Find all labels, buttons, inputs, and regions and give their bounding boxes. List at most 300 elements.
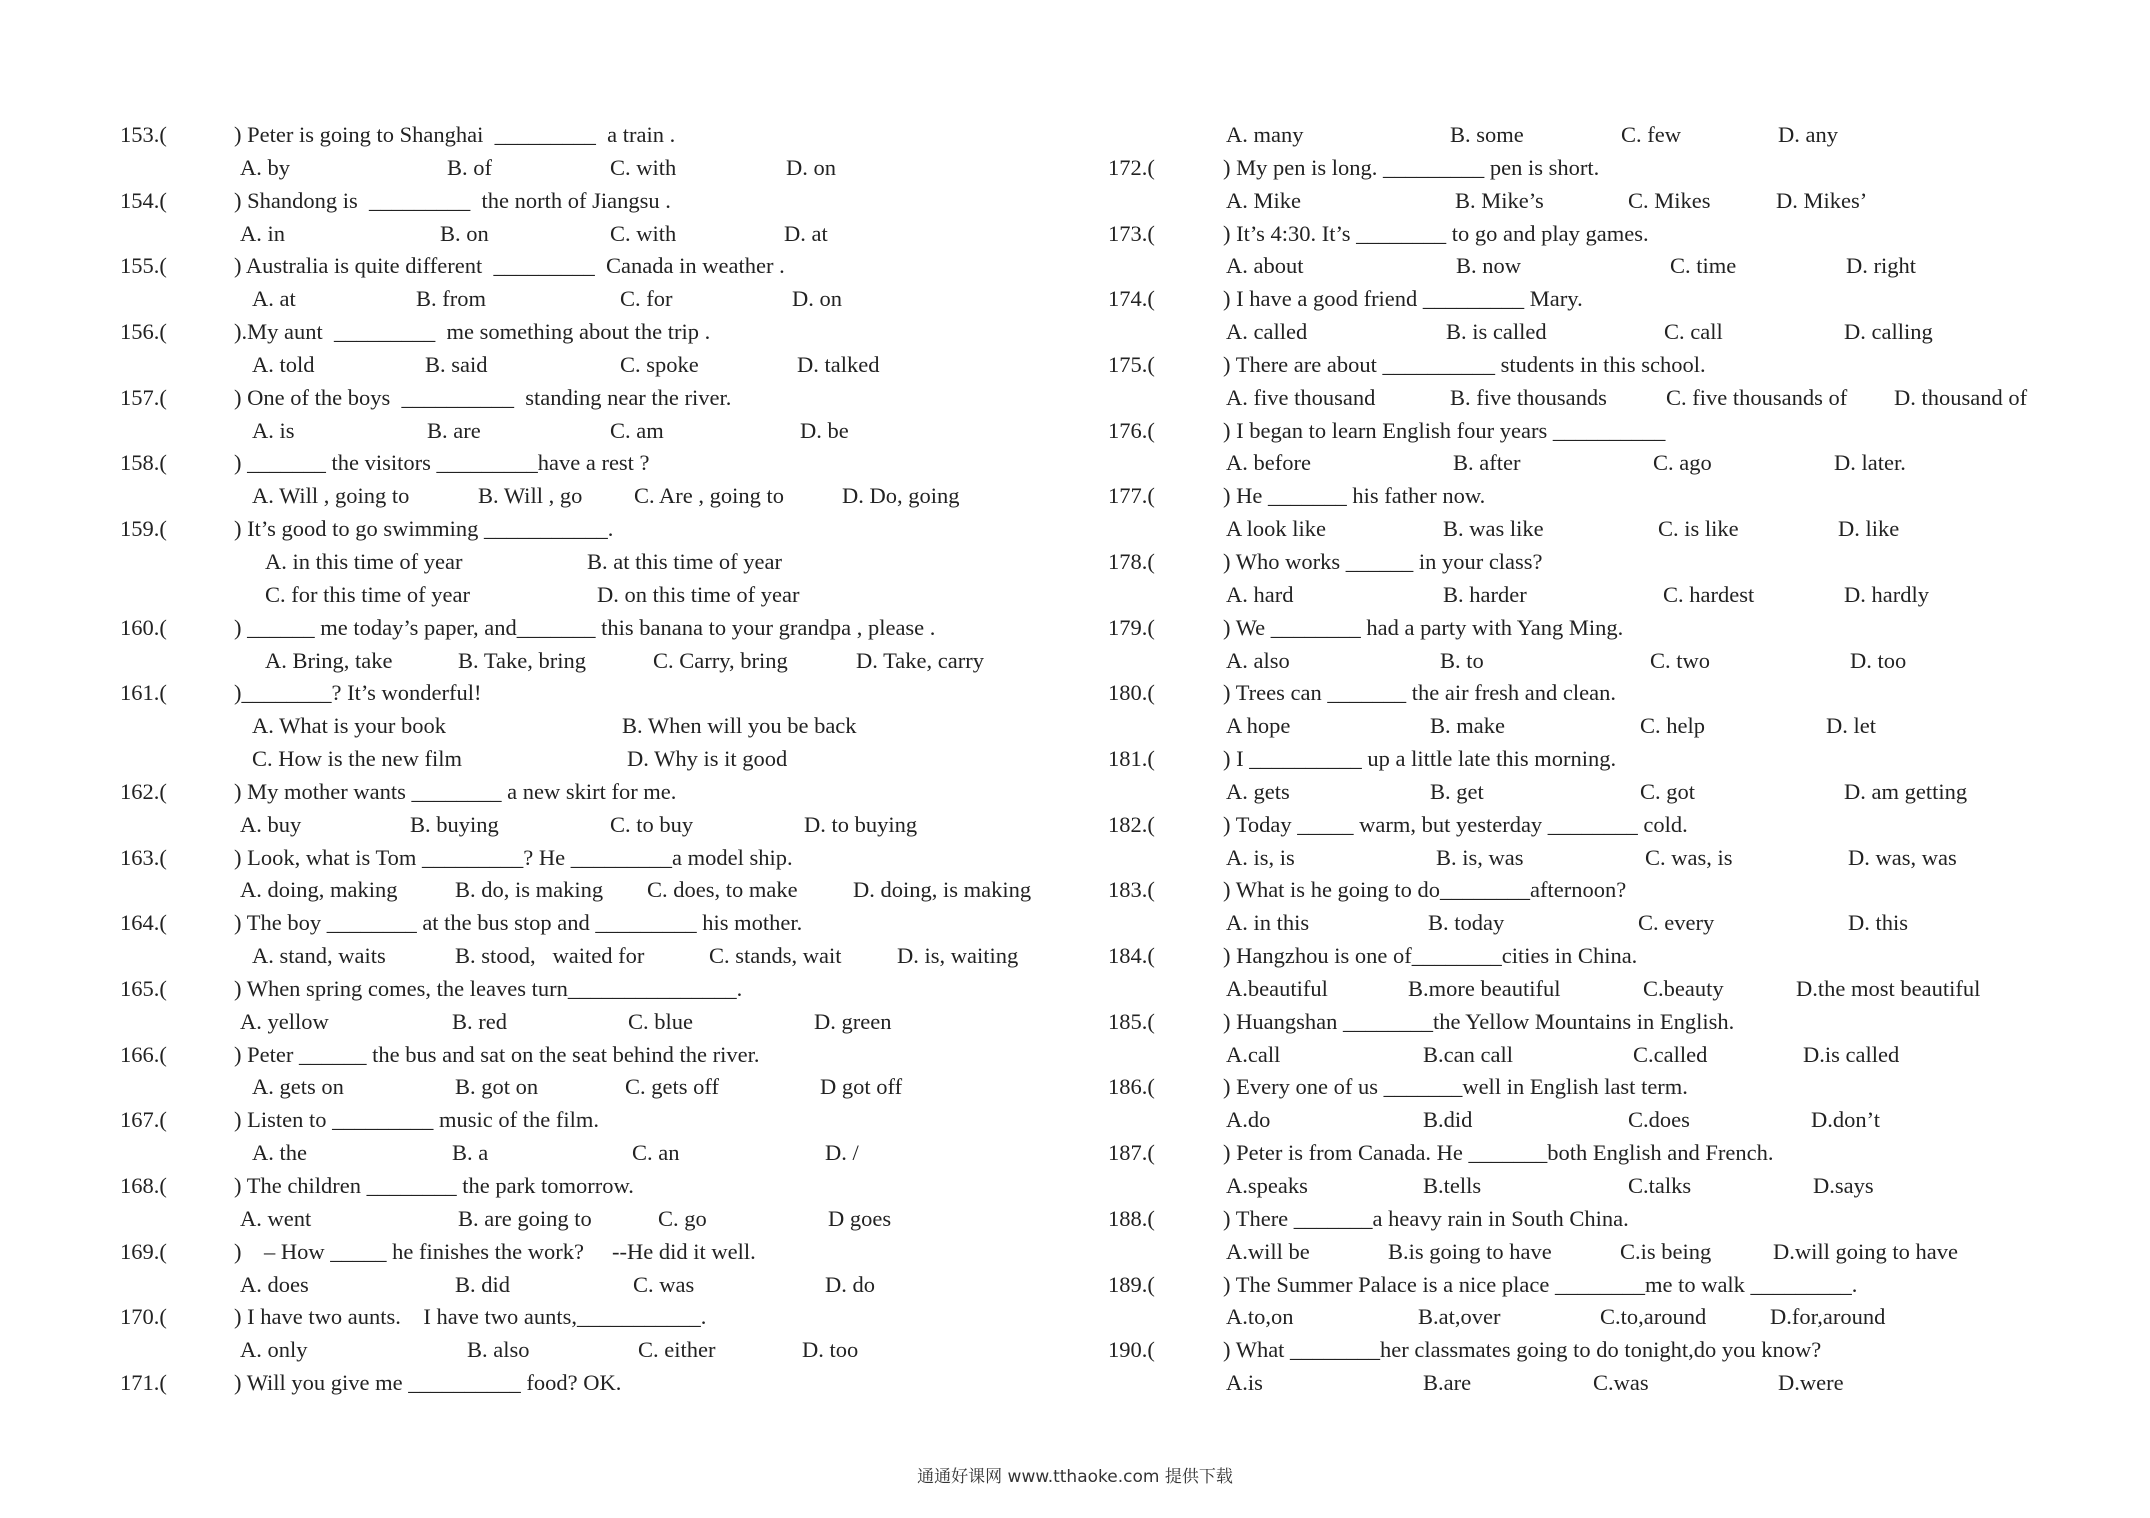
answer-option: C. ago — [1653, 450, 1712, 476]
options-line — [1108, 1039, 2068, 1072]
question-line — [120, 185, 1060, 218]
answer-option: A. by — [240, 154, 290, 180]
question-line — [120, 1104, 1060, 1137]
question-number: 180.( — [1108, 680, 1155, 706]
answer-option: D got off — [820, 1074, 903, 1100]
right-column — [1108, 119, 2068, 1400]
options-line — [1108, 316, 2068, 349]
question-stem: ) I have a good friend _________ Mary. — [1223, 286, 1583, 312]
answer-option: A. in this — [1226, 910, 1310, 936]
answer-option: B. harder — [1443, 581, 1527, 607]
answer-option: B. get — [1430, 778, 1484, 804]
options-line — [1108, 1367, 2068, 1400]
question-stem: ) The boy ________ at the bus stop and _________ his mother. — [234, 910, 803, 936]
answer-option: D. am getting — [1844, 778, 1968, 804]
question-number: 184.( — [1108, 943, 1155, 969]
question-number: 173.( — [1108, 220, 1155, 246]
options-line — [1108, 776, 2068, 809]
question-line — [120, 1236, 1060, 1269]
answer-option: A. about — [1226, 253, 1304, 279]
answer-option: C.was — [1593, 1370, 1649, 1396]
question-stem: )________? It’s wonderful! — [234, 680, 482, 706]
answer-option: A. Will , going to — [252, 483, 410, 509]
answer-option: D. do — [825, 1271, 875, 1297]
question-stem: ) _______ the visitors _________have a rest ? — [234, 450, 650, 476]
options-line — [120, 645, 1060, 678]
options-line — [120, 809, 1060, 842]
answer-option: D.the most beautiful — [1796, 975, 1981, 1001]
options-line — [1108, 382, 2068, 415]
question-line — [120, 513, 1060, 546]
question-number: 168.( — [120, 1173, 167, 1198]
question-number: 183.( — [1108, 877, 1155, 903]
question-stem: ) Who works ______ in your class? — [1223, 548, 1543, 574]
question-number: 155.( — [120, 253, 167, 279]
question-line — [1108, 1203, 2068, 1236]
answer-option: C. with — [610, 220, 677, 246]
options-line — [120, 743, 1060, 776]
question-line — [1108, 218, 2068, 251]
question-number: 154.( — [120, 187, 167, 213]
question-number: 175.( — [1108, 351, 1155, 377]
question-number: 170.( — [120, 1304, 167, 1330]
question-stem: ) Listen to _________ music of the film. — [234, 1107, 599, 1133]
question-stem: ) Trees can _______ the air fresh and clean. — [1223, 680, 1617, 706]
answer-option: D.will going to have — [1773, 1238, 1958, 1264]
question-line — [120, 1039, 1060, 1072]
answer-option: A. in this time of year — [265, 548, 463, 574]
answer-option: A. is, is — [1226, 844, 1295, 870]
answer-option: A. called — [1226, 319, 1308, 345]
question-line — [1108, 1006, 2068, 1039]
question-line — [1108, 152, 2068, 185]
answer-option: A. does — [240, 1271, 309, 1297]
answer-option: C. to buy — [610, 811, 694, 837]
question-number: 153.( — [120, 122, 167, 147]
answer-option: A look like — [1226, 516, 1326, 542]
answer-option: D.says — [1813, 1173, 1874, 1198]
question-stem: ) Every one of us _______well in English last term. — [1223, 1074, 1688, 1100]
answer-option: B. do, is making — [455, 877, 604, 903]
question-line — [120, 1367, 1060, 1400]
question-number: 176.( — [1108, 417, 1155, 443]
answer-option: C. for — [620, 286, 673, 312]
answer-option: C.talks — [1628, 1173, 1692, 1198]
answer-option: B.at,over — [1418, 1304, 1501, 1330]
options-line — [120, 579, 1060, 612]
question-number: 178.( — [1108, 548, 1155, 574]
answer-option: B. said — [425, 351, 488, 377]
answer-option: B. is called — [1446, 319, 1547, 345]
answer-option: D. was, was — [1848, 844, 1957, 870]
answer-option: B.did — [1423, 1107, 1473, 1133]
answer-option: D. Why is it good — [627, 746, 788, 772]
answer-option: A. in — [240, 220, 285, 246]
question-line — [1108, 1071, 2068, 1104]
question-line — [120, 316, 1060, 349]
answer-option: A.call — [1226, 1041, 1281, 1067]
answer-option: C. go — [658, 1205, 707, 1231]
options-line — [1108, 513, 2068, 546]
answer-option: D. be — [800, 417, 849, 443]
answer-option: C. time — [1670, 253, 1737, 279]
answer-option: B. some — [1450, 122, 1524, 147]
question-line — [120, 250, 1060, 283]
question-number: 185.( — [1108, 1008, 1155, 1034]
answer-option: B. Mike’s — [1455, 187, 1544, 213]
question-stem: ) Hangzhou is one of________cities in China. — [1223, 943, 1638, 969]
answer-option: A. Bring, take — [265, 647, 393, 673]
answer-option: D. green — [814, 1008, 892, 1034]
question-stem: ) What ________her classmates going to do tonight,do you know? — [1223, 1337, 1822, 1363]
options-line — [1108, 447, 2068, 480]
answer-option: D. / — [825, 1140, 859, 1166]
question-line — [1108, 874, 2068, 907]
options-line — [120, 546, 1060, 579]
answer-option: D. Mikes’ — [1776, 187, 1868, 213]
options-line — [1108, 185, 2068, 218]
answer-option: C. Carry, bring — [653, 647, 788, 673]
answer-option: B. Will , go — [478, 483, 583, 509]
question-line — [120, 776, 1060, 809]
options-line — [1108, 710, 2068, 743]
question-stem: ) Peter is from Canada. He _______both English and French. — [1223, 1140, 1774, 1166]
answer-option: C. got — [1640, 778, 1696, 804]
question-line — [120, 973, 1060, 1006]
question-stem: ) ______ me today’s paper, and_______ this banana to your grandpa , please . — [234, 614, 936, 640]
answer-option: B. did — [455, 1271, 511, 1297]
answer-option: D.is called — [1803, 1041, 1900, 1067]
answer-option: B. after — [1453, 450, 1521, 476]
answer-option: C.is being — [1620, 1238, 1712, 1264]
question-line — [1108, 546, 2068, 579]
question-number: 188.( — [1108, 1205, 1155, 1231]
answer-option: D. this — [1848, 910, 1909, 936]
question-stem: ) There _______a heavy rain in South China. — [1223, 1205, 1629, 1231]
answer-option: B. today — [1428, 910, 1505, 936]
answer-option: D goes — [828, 1205, 892, 1231]
options-line — [120, 710, 1060, 743]
question-stem: ) – How _____ he finishes the work? --He did it well. — [234, 1238, 756, 1264]
question-number: 186.( — [1108, 1074, 1155, 1100]
question-stem: ) I began to learn English four years __________ — [1223, 417, 1666, 443]
answer-option: B. also — [467, 1337, 530, 1363]
answer-option: C. Mikes — [1628, 187, 1711, 213]
question-number: 165.( — [120, 975, 167, 1001]
question-line — [1108, 415, 2068, 448]
question-number: 163.( — [120, 844, 167, 870]
answer-option: C. few — [1621, 122, 1681, 147]
options-line — [120, 415, 1060, 448]
answer-option: B. a — [452, 1140, 489, 1166]
answer-option: A. told — [252, 351, 315, 377]
options-line — [1108, 1236, 2068, 1269]
answer-option: D.don’t — [1811, 1107, 1880, 1133]
question-line — [120, 1170, 1060, 1203]
answer-option: C. with — [610, 154, 677, 180]
answer-option: C. for this time of year — [265, 581, 470, 607]
answer-option: A. yellow — [240, 1008, 329, 1034]
question-line — [1108, 1334, 2068, 1367]
question-stem: ) Peter ______ the bus and sat on the seat behind the river. — [234, 1041, 760, 1067]
question-line — [1108, 480, 2068, 513]
question-stem: ) It’s 4:30. It’s ________ to go and play games. — [1223, 220, 1649, 246]
question-number: 164.( — [120, 910, 167, 936]
answer-option: D. to buying — [804, 811, 918, 837]
question-stem: ) He _______ his father now. — [1223, 483, 1486, 509]
options-line — [1108, 973, 2068, 1006]
answer-option: D. Do, going — [842, 483, 960, 509]
question-number: 190.( — [1108, 1337, 1155, 1363]
question-stem: ) I have two aunts. I have two aunts,___________. — [234, 1304, 707, 1330]
question-stem: ) My mother wants ________ a new skirt for me. — [234, 778, 677, 804]
answer-option: C.does — [1628, 1107, 1690, 1133]
question-line — [120, 1301, 1060, 1334]
answer-option: C. spoke — [620, 351, 699, 377]
answer-option: B. on — [440, 220, 489, 246]
answer-option: D. Take, carry — [856, 647, 984, 673]
answer-option: D. on — [792, 286, 842, 312]
question-stem: ) Look, what is Tom _________? He _________a model ship. — [234, 844, 793, 870]
answer-option: D. like — [1838, 516, 1900, 542]
answer-option: B. at this time of year — [587, 548, 782, 574]
question-line — [1108, 612, 2068, 645]
question-stem: ) It’s good to go swimming ___________. — [234, 516, 614, 542]
options-line — [1108, 645, 2068, 678]
answer-option: B. now — [1456, 253, 1522, 279]
options-line — [120, 349, 1060, 382]
options-line — [120, 1334, 1060, 1367]
answer-option: A. doing, making — [240, 877, 398, 903]
question-number: 160.( — [120, 614, 167, 640]
answer-option: C. is like — [1658, 516, 1739, 542]
answer-option: A. also — [1226, 647, 1290, 673]
answer-option: B. five thousands — [1450, 384, 1607, 410]
question-line — [120, 677, 1060, 710]
options-line — [1108, 1301, 2068, 1334]
answer-option: C. How is the new film — [252, 746, 462, 772]
options-line — [120, 1006, 1060, 1039]
options-line — [1108, 907, 2068, 940]
answer-option: B. was like — [1443, 516, 1544, 542]
answer-option: D. too — [1850, 647, 1907, 673]
answer-option: B. red — [452, 1008, 507, 1034]
question-number: 177.( — [1108, 483, 1155, 509]
answer-option: B.more beautiful — [1408, 975, 1561, 1001]
answer-option: C. stands, wait — [709, 943, 842, 969]
answer-option: C. five thousands of — [1666, 384, 1848, 410]
question-stem: ).My aunt _________ me something about the trip . — [234, 319, 711, 345]
question-stem: ) We ________ had a party with Yang Ming. — [1223, 614, 1624, 640]
question-line — [120, 612, 1060, 645]
answer-option: D. talked — [797, 351, 880, 377]
answer-option: A. Mike — [1226, 187, 1301, 213]
answer-option: A. gets — [1226, 778, 1290, 804]
question-number: 156.( — [120, 319, 167, 345]
question-number: 179.( — [1108, 614, 1155, 640]
answer-option: A.beautiful — [1226, 975, 1328, 1001]
answer-option: A. before — [1226, 450, 1311, 476]
answer-option: B. When will you be back — [622, 713, 857, 739]
left-column — [120, 119, 1060, 1400]
question-line — [1108, 1137, 2068, 1170]
answer-option: B. make — [1430, 713, 1505, 739]
answer-option: C. gets off — [625, 1074, 719, 1100]
options-line — [120, 283, 1060, 316]
question-stem: ) Huangshan ________the Yellow Mountains in English. — [1223, 1008, 1735, 1034]
answer-option: A. stand, waits — [252, 943, 386, 969]
question-number: 158.( — [120, 450, 167, 476]
options-line — [1108, 842, 2068, 875]
answer-option: D. doing, is making — [853, 877, 1032, 903]
question-line — [1108, 1269, 2068, 1302]
answer-option: D. too — [802, 1337, 859, 1363]
answer-option: D. later. — [1834, 450, 1906, 476]
options-line — [1108, 119, 2068, 152]
question-stem: ) My pen is long. _________ pen is short. — [1223, 154, 1600, 180]
question-stem: ) What is he going to do________afternoon? — [1223, 877, 1627, 903]
options-line — [120, 1071, 1060, 1104]
answer-option: C. hardest — [1663, 581, 1755, 607]
answer-option: A.speaks — [1226, 1173, 1308, 1198]
answer-option: C. an — [632, 1140, 680, 1166]
question-stem: ) There are about __________ students in this school. — [1223, 351, 1706, 377]
answer-option: C. every — [1638, 910, 1715, 936]
answer-option: A.will be — [1226, 1238, 1310, 1264]
options-line — [120, 1137, 1060, 1170]
answer-option: C. two — [1650, 647, 1711, 673]
answer-option: A. went — [240, 1205, 312, 1231]
answer-option: B.is going to have — [1388, 1238, 1552, 1264]
page-footer: 通通好课网 www.tthaoke.com 提供下载 — [917, 1467, 1233, 1487]
question-number: 172.( — [1108, 154, 1155, 180]
question-line — [1108, 677, 2068, 710]
answer-option: C. was, is — [1645, 844, 1733, 870]
question-number: 174.( — [1108, 286, 1155, 312]
answer-option: B. Take, bring — [458, 647, 586, 673]
question-stem: ) The children ________ the park tomorrow. — [234, 1173, 634, 1198]
answer-option: C. help — [1640, 713, 1705, 739]
options-line — [1108, 579, 2068, 612]
question-number: 182.( — [1108, 811, 1155, 837]
question-line — [1108, 940, 2068, 973]
question-line — [1108, 349, 2068, 382]
question-number: 166.( — [120, 1041, 167, 1067]
question-number: 157.( — [120, 384, 167, 410]
answer-option: C. does, to make — [647, 877, 798, 903]
answer-option: B. of — [447, 154, 492, 180]
answer-option: B. are going to — [458, 1205, 592, 1231]
answer-option: A. many — [1226, 122, 1304, 147]
answer-option: B. to — [1440, 647, 1484, 673]
answer-option: B.can call — [1423, 1041, 1513, 1067]
question-stem: ) The Summer Palace is a nice place ________me to walk _________. — [1223, 1271, 1858, 1297]
options-line — [120, 218, 1060, 251]
answer-option: C. call — [1664, 319, 1723, 345]
options-line — [120, 1269, 1060, 1302]
answer-option: B. stood, waited for — [455, 943, 645, 969]
answer-option: B. are — [427, 417, 481, 443]
answer-option: C.called — [1633, 1041, 1708, 1067]
question-stem: ) When spring comes, the leaves turn_______________. — [234, 975, 743, 1001]
question-number: 162.( — [120, 778, 167, 804]
question-number: 169.( — [120, 1238, 167, 1264]
question-number: 167.( — [120, 1107, 167, 1133]
answer-option: D. on this time of year — [597, 581, 800, 607]
answer-option: A. buy — [240, 811, 302, 837]
question-line — [120, 907, 1060, 940]
question-line — [120, 382, 1060, 415]
answer-option: A.to,on — [1226, 1304, 1294, 1330]
answer-option: B. got on — [455, 1074, 539, 1100]
question-stem: ) Australia is quite different _________ Canada in weather . — [234, 253, 785, 279]
answer-option: B. buying — [410, 811, 499, 837]
answer-option: D. calling — [1844, 319, 1933, 345]
question-number: 181.( — [1108, 746, 1155, 772]
answer-option: D. at — [784, 220, 828, 246]
answer-option: A. five thousand — [1226, 384, 1376, 410]
answer-option: A. only — [240, 1337, 308, 1363]
answer-option: D. any — [1778, 122, 1838, 147]
answer-option: D. is, waiting — [897, 943, 1019, 969]
question-line — [1108, 809, 2068, 842]
answer-option: B.are — [1423, 1370, 1472, 1396]
answer-option: A hope — [1226, 713, 1291, 739]
options-line — [1108, 250, 2068, 283]
answer-option: B. from — [416, 286, 486, 312]
question-line — [120, 447, 1060, 480]
answer-option: C.to,around — [1600, 1304, 1707, 1330]
options-line — [120, 1203, 1060, 1236]
answer-option: A.is — [1226, 1370, 1263, 1396]
answer-option: A.do — [1226, 1107, 1271, 1133]
answer-option: C. was — [633, 1271, 695, 1297]
options-line — [120, 152, 1060, 185]
answer-option: A. is — [252, 417, 295, 443]
answer-option: D. thousand of — [1894, 384, 2028, 410]
question-line — [120, 119, 1060, 152]
question-number: 189.( — [1108, 1271, 1155, 1297]
answer-option: A. hard — [1226, 581, 1294, 607]
answer-option: D. on — [786, 154, 836, 180]
question-stem: ) Will you give me __________ food? OK. — [234, 1370, 622, 1396]
question-line — [1108, 743, 2068, 776]
answer-option: A. What is your book — [252, 713, 446, 739]
question-number: 171.( — [120, 1370, 167, 1396]
question-number: 161.( — [120, 680, 167, 706]
answer-option: B. is, was — [1436, 844, 1524, 870]
question-stem: ) I __________ up a little late this morning. — [1223, 746, 1617, 772]
answer-option: D.for,around — [1770, 1304, 1886, 1330]
question-number: 187.( — [1108, 1140, 1155, 1166]
answer-option: A. at — [252, 286, 296, 312]
answer-option: D. hardly — [1844, 581, 1929, 607]
answer-option: A. the — [252, 1140, 307, 1166]
question-line — [1108, 283, 2068, 316]
answer-option: C. am — [610, 417, 664, 443]
question-stem: ) Today _____ warm, but yesterday ________ cold. — [1223, 811, 1688, 837]
question-stem: ) Shandong is _________ the north of Jiangsu . — [234, 187, 671, 213]
question-stem: ) One of the boys __________ standing near the river. — [234, 384, 732, 410]
question-number: 159.( — [120, 516, 167, 542]
options-line — [120, 940, 1060, 973]
options-line — [120, 480, 1060, 513]
question-line — [120, 842, 1060, 875]
answer-option: D. right — [1846, 253, 1916, 279]
answer-option: C. Are , going to — [634, 483, 784, 509]
answer-option: C.beauty — [1643, 975, 1724, 1001]
answer-option: C. blue — [628, 1008, 693, 1034]
